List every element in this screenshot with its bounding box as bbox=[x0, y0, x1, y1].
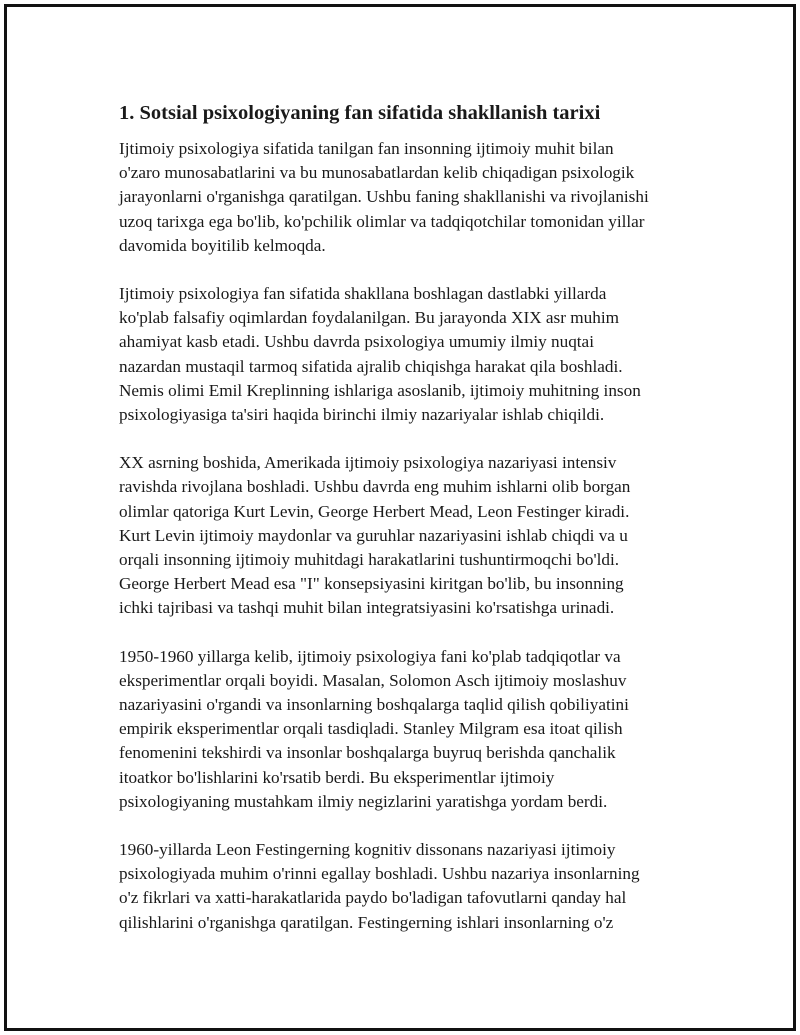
text-line: orqali insonning ijtimoiy muhitdagi harakatlarini tushuntirmoqchi bo'ldi. bbox=[119, 550, 620, 570]
text-line: empirik eksperimentlar orqali tasdiqladi. Stanley Milgram esa itoat qilish bbox=[119, 719, 623, 739]
text-line: o'z fikrlari va xatti-harakatlarida paydo bo'ladigan tafovutlarni qanday hal bbox=[119, 888, 627, 908]
text-line: nazardan mustaqil tarmoq sifatida ajralib chiqishga harakat qila boshladi. bbox=[119, 356, 623, 376]
paragraph bbox=[119, 451, 699, 620]
text-line: uzoq tarixga ega bo'lib, ko'pchilik olimlar va tadqiqotchilar tomonidan yillar bbox=[119, 211, 645, 231]
paragraph bbox=[119, 838, 699, 935]
text-line: fenomenini tekshirdi va insonlar boshqalarga buyruq berishda qanchalik bbox=[119, 743, 616, 763]
text-line: 1960-yillarda Leon Festingerning kognitiv dissonans nazariyasi ijtimoiy bbox=[119, 840, 616, 860]
paragraph bbox=[119, 282, 699, 427]
text-line: itoatkor bo'lishlarini ko'rsatib berdi. Bu eksperimentlar ijtimoiy bbox=[119, 767, 555, 787]
text-line: psixologiyada muhim o'rinni egallay boshladi. Ushbu nazariya insonlarning bbox=[119, 864, 640, 884]
text-line: 1950-1960 yillarga kelib, ijtimoiy psixologiya fani ko'plab tadqiqotlar va bbox=[119, 646, 621, 666]
text-line: ichki tajribasi va tashqi muhit bilan integratsiyasini ko'rsatishga urinadi. bbox=[119, 598, 615, 618]
section-title: 1. Sotsial psixologiyaning fan sifatida shakllanish tarixi bbox=[119, 102, 601, 124]
text-line: ahamiyat kasb etadi. Ushbu davrda psixologiya umumiy ilmiy nuqtai bbox=[119, 332, 594, 352]
text-line: George Herbert Mead esa "I" konsepsiyasini kiritgan bo'lib, bu insonning bbox=[119, 574, 624, 594]
text-line: ko'plab falsafiy oqimlardan foydalanilgan. Bu jarayonda XIX asr muhim bbox=[119, 308, 619, 328]
paragraph bbox=[119, 645, 699, 814]
text-line: qilishlarini o'rganishga qaratilgan. Festingerning ishlari insonlarning o'z bbox=[119, 912, 614, 932]
text-line: davomida boyitilib kelmoqda. bbox=[119, 235, 326, 255]
text-line: Ijtimoiy psixologiya sifatida tanilgan fan insonning ijtimoiy muhit bilan bbox=[119, 139, 614, 158]
text-line: nazariyasini o'rgandi va insonlarning boshqalarga taqlid qilish qobiliyatini bbox=[119, 695, 629, 715]
text-line: psixologiyasiga ta'siri haqida birinchi ilmiy nazariyalar ishlab chiqildi. bbox=[119, 405, 605, 425]
text-line: o'zaro munosabatlarini va bu munosabatlardan kelib chiqadigan psixologik bbox=[119, 163, 635, 183]
text-line: ravishda rivojlana boshladi. Ushbu davrda eng muhim ishlarni olib borgan bbox=[119, 477, 631, 497]
paragraph bbox=[119, 137, 699, 258]
text-line: XX asrning boshida, Amerikada ijtimoiy psixologiya nazariyasi intensiv bbox=[119, 453, 617, 473]
text-line: eksperimentlar orqali boyidi. Masalan, Solomon Asch ijtimoiy moslashuv bbox=[119, 670, 627, 690]
document-body bbox=[119, 99, 699, 959]
text-line: Kurt Levin ijtimoiy maydonlar va guruhlar nazariyasini ishlab chiqdi va u bbox=[119, 525, 628, 545]
text-line: psixologiyaning mustahkam ilmiy negizlarini yaratishga yordam berdi. bbox=[119, 791, 608, 811]
text-line: jarayonlarni o'rganishga qaratilgan. Ushbu faning shakllanishi va rivojlanishi bbox=[119, 187, 649, 207]
text-line: olimlar qatoriga Kurt Levin, George Herbert Mead, Leon Festinger kiradi. bbox=[119, 501, 630, 521]
text-line: Ijtimoiy psixologiya fan sifatida shakllana boshlagan dastlabki yillarda bbox=[119, 284, 607, 304]
text-line: Nemis olimi Emil Kreplinning ishlariga asoslanib, ijtimoiy muhitning inson bbox=[119, 380, 641, 400]
page-frame bbox=[4, 4, 796, 1031]
